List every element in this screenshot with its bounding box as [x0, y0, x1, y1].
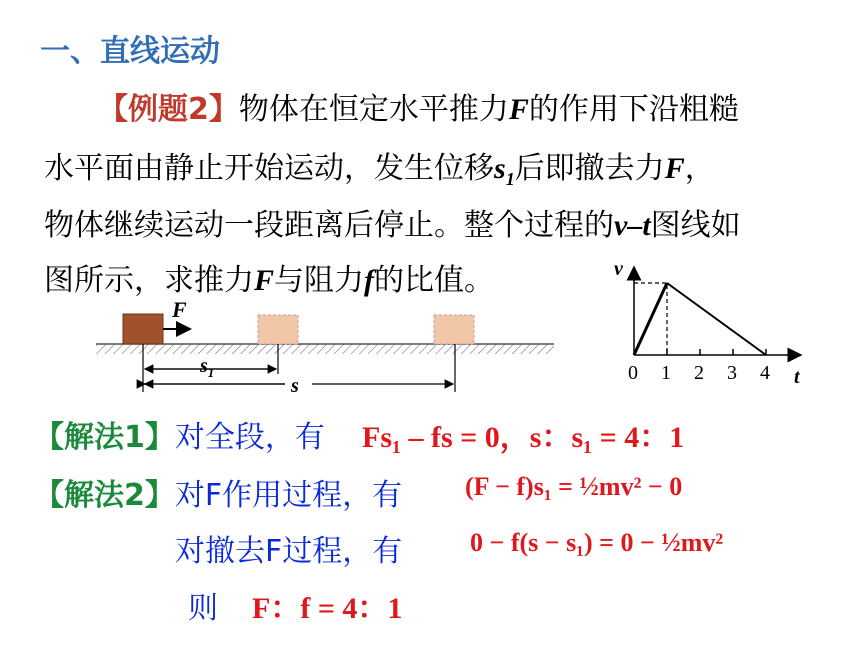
solution-2-eq2: 0 − f(s − s₁) = 0 − ½mv² [470, 528, 724, 557]
x-tick-label: 3 [727, 362, 737, 384]
block-release [258, 315, 298, 344]
problem-line-3: 物体继续运动一段距离后停止。整个过程的v–t图线如 [44, 208, 741, 243]
vt-segment [634, 283, 667, 355]
y-axis-label: v [614, 258, 623, 280]
vt-segment [667, 283, 766, 355]
ground-hatch [96, 344, 554, 354]
solution-2: 【解法2】对F作用过程，有 [34, 478, 403, 513]
problem-line-1: 【例题2】物体在恒定水平推力F的作用下沿粗糙 [98, 92, 739, 127]
x-tick-label: 1 [661, 362, 671, 384]
x-tick-label: 4 [760, 362, 770, 384]
block-stop [434, 315, 474, 344]
solution-1-eq: Fs₁ – fs = 0，s：s₁ = 4：1 [362, 421, 685, 454]
motion-diagram [90, 292, 560, 402]
solution-2-then: 则 [188, 591, 218, 626]
solution-1: 【解法1】对全段，有 [34, 420, 325, 455]
section-title: 一、直线运动 [40, 34, 220, 69]
force-label: F [172, 297, 187, 322]
problem-line-2: 水平面由静止开始运动，发生位移$s_1$后即撤去力F， [44, 151, 715, 189]
solution-1-label: 【解法1】 [34, 420, 175, 455]
x-axis-label: t [794, 366, 800, 388]
s-label: s [291, 375, 299, 397]
problem-line-4: 图所示，求推力F与阻力f的比值。 [44, 263, 495, 298]
example-label: 【例题2】 [98, 92, 239, 127]
solution-2-step2: 对撤去F过程，有 [175, 534, 403, 569]
block-start [123, 314, 163, 344]
x-tick-label: 0 [628, 362, 638, 384]
solution-2-result: F：f = 4：1 [252, 592, 403, 625]
x-tick-label: 2 [694, 362, 704, 384]
solution-2-label: 【解法2】 [34, 478, 175, 513]
solution-2-eq1: (F − f)s₁ = ½mv² − 0 [465, 472, 683, 501]
s1-label: $s_1$ [200, 355, 215, 380]
vt-graph [608, 255, 813, 390]
